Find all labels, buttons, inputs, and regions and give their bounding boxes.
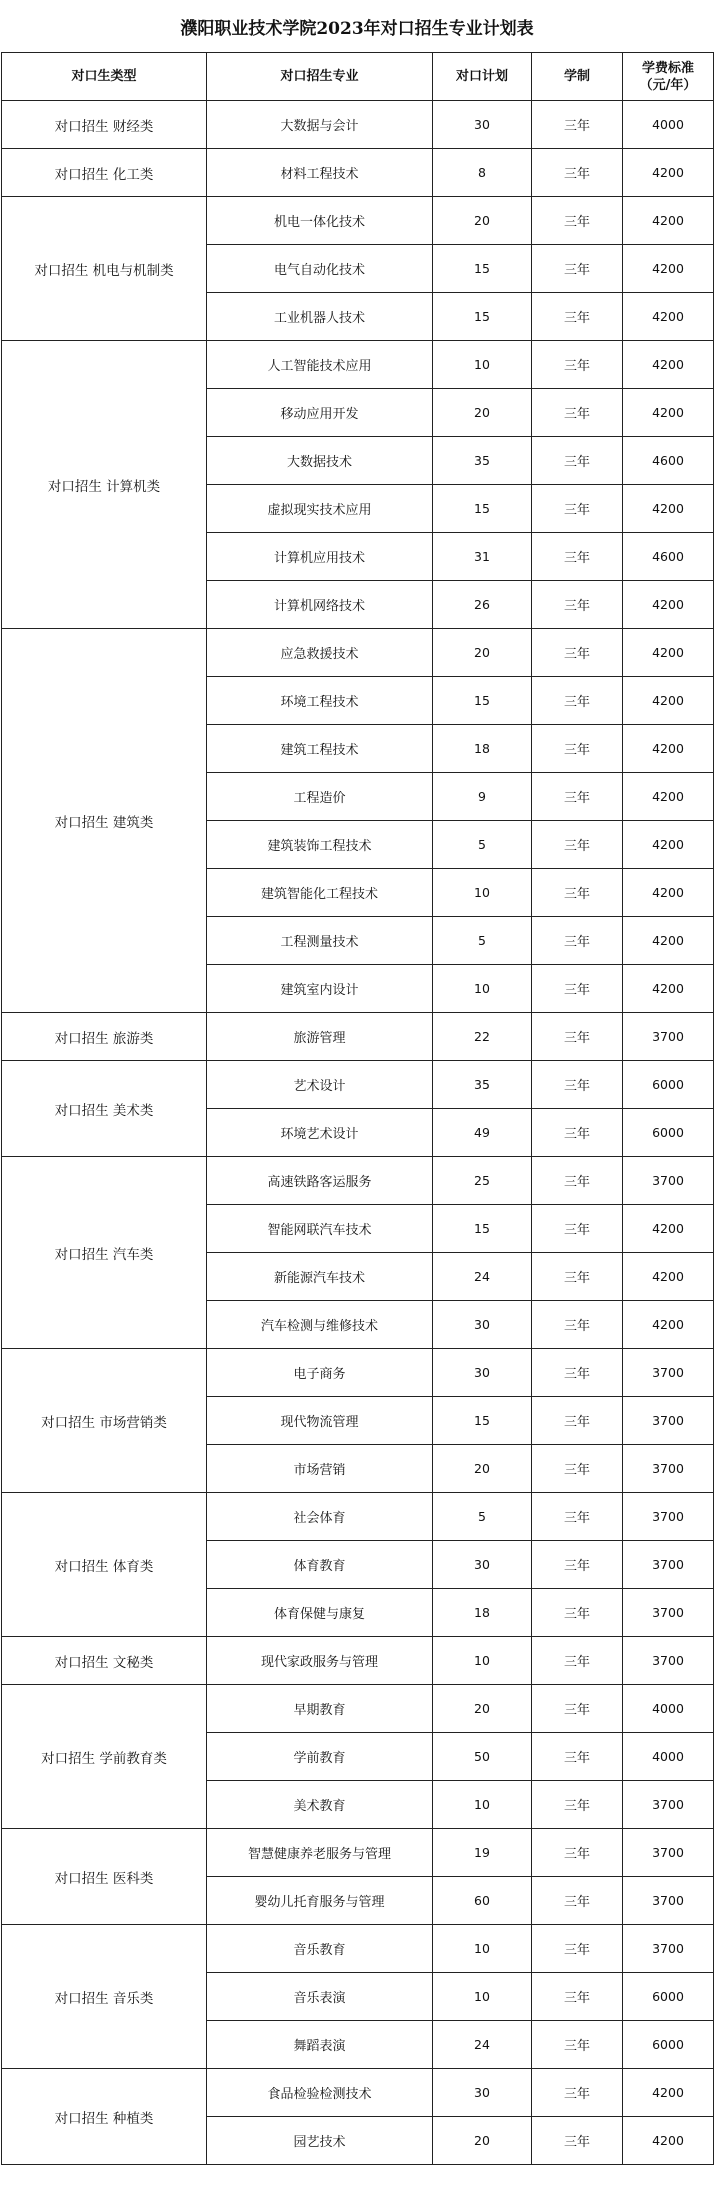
duration-cell: 三年	[532, 341, 623, 389]
table-row	[2, 1013, 714, 1061]
duration-cell: 三年	[532, 821, 623, 869]
major-cell: 现代家政服务与管理	[207, 1637, 433, 1685]
plan-cell: 8	[433, 149, 532, 197]
fee-cell: 3700	[623, 1013, 714, 1061]
fee-cell: 4200	[623, 725, 714, 773]
fee-cell: 4200	[623, 149, 714, 197]
major-cell: 体育保健与康复	[207, 1589, 433, 1637]
plan-cell: 30	[433, 1541, 532, 1589]
category-cell: 对口招生 文秘类	[2, 1637, 207, 1685]
duration-cell: 三年	[532, 101, 623, 149]
category-cell: 对口招生 学前教育类	[2, 1685, 207, 1829]
duration-cell: 三年	[532, 725, 623, 773]
fee-cell: 6000	[623, 1061, 714, 1109]
major-cell: 应急救援技术	[207, 629, 433, 677]
duration-cell: 三年	[532, 485, 623, 533]
plan-cell: 15	[433, 245, 532, 293]
fee-cell: 3700	[623, 1781, 714, 1829]
plan-cell: 20	[433, 1445, 532, 1493]
plan-cell: 20	[433, 1685, 532, 1733]
fee-cell: 4200	[623, 821, 714, 869]
duration-cell: 三年	[532, 1589, 623, 1637]
category-cell: 对口招生 医科类	[2, 1829, 207, 1925]
duration-cell: 三年	[532, 1349, 623, 1397]
fee-cell: 6000	[623, 1109, 714, 1157]
duration-cell: 三年	[532, 1973, 623, 2021]
major-cell: 音乐表演	[207, 1973, 433, 2021]
plan-cell: 22	[433, 1013, 532, 1061]
duration-cell: 三年	[532, 1781, 623, 1829]
plan-cell: 30	[433, 101, 532, 149]
category-cell: 对口招生 美术类	[2, 1061, 207, 1157]
duration-cell: 三年	[532, 1637, 623, 1685]
table-row	[2, 101, 714, 149]
major-cell: 早期教育	[207, 1685, 433, 1733]
fee-cell: 3700	[623, 1157, 714, 1205]
major-cell: 工程测量技术	[207, 917, 433, 965]
fee-cell: 4200	[623, 2069, 714, 2117]
major-cell: 建筑装饰工程技术	[207, 821, 433, 869]
fee-cell: 4200	[623, 917, 714, 965]
duration-cell: 三年	[532, 389, 623, 437]
plan-cell: 31	[433, 533, 532, 581]
duration-cell: 三年	[532, 197, 623, 245]
plan-cell: 15	[433, 677, 532, 725]
major-cell: 材料工程技术	[207, 149, 433, 197]
category-cell: 对口招生 机电与机制类	[2, 197, 207, 341]
fee-cell: 4200	[623, 581, 714, 629]
duration-cell: 三年	[532, 1877, 623, 1925]
plan-cell: 15	[433, 485, 532, 533]
fee-cell: 4000	[623, 1685, 714, 1733]
major-cell: 婴幼儿托育服务与管理	[207, 1877, 433, 1925]
fee-cell: 3700	[623, 1589, 714, 1637]
fee-cell: 4200	[623, 2117, 714, 2165]
fee-cell: 4200	[623, 677, 714, 725]
header-fee	[623, 53, 714, 101]
fee-cell: 3700	[623, 1829, 714, 1877]
plan-cell: 20	[433, 197, 532, 245]
duration-cell: 三年	[532, 965, 623, 1013]
major-cell: 建筑工程技术	[207, 725, 433, 773]
category-cell: 对口招生 音乐类	[2, 1925, 207, 2069]
fee-cell: 3700	[623, 1397, 714, 1445]
header-major: 对口招生专业	[207, 53, 433, 101]
header-plan: 对口计划	[433, 53, 532, 101]
table-row	[2, 149, 714, 197]
duration-cell: 三年	[532, 1109, 623, 1157]
table-row	[2, 1061, 714, 1109]
duration-cell: 三年	[532, 1253, 623, 1301]
duration-cell: 三年	[532, 2117, 623, 2165]
plan-cell: 10	[433, 965, 532, 1013]
plan-cell: 24	[433, 1253, 532, 1301]
fee-cell: 3700	[623, 1637, 714, 1685]
fee-cell: 4600	[623, 533, 714, 581]
page-title: 濮阳职业技术学院2023年对口招生专业计划表	[180, 18, 534, 39]
duration-cell: 三年	[532, 1733, 623, 1781]
major-cell: 体育教育	[207, 1541, 433, 1589]
major-cell: 学前教育	[207, 1733, 433, 1781]
fee-cell: 4200	[623, 245, 714, 293]
category-cell: 对口招生 计算机类	[2, 341, 207, 629]
plan-cell: 30	[433, 1349, 532, 1397]
duration-cell: 三年	[532, 149, 623, 197]
table-row	[2, 197, 714, 245]
fee-cell: 3700	[623, 1493, 714, 1541]
table-row	[2, 629, 714, 677]
fee-cell: 4000	[623, 101, 714, 149]
plan-cell: 19	[433, 1829, 532, 1877]
major-cell: 大数据技术	[207, 437, 433, 485]
plan-cell: 10	[433, 1973, 532, 2021]
plan-cell: 60	[433, 1877, 532, 1925]
fee-cell: 4200	[623, 389, 714, 437]
table-body	[2, 101, 714, 2165]
fee-cell: 4200	[623, 1301, 714, 1349]
plan-cell: 10	[433, 1637, 532, 1685]
duration-cell: 三年	[532, 917, 623, 965]
major-cell: 环境艺术设计	[207, 1109, 433, 1157]
major-cell: 电子商务	[207, 1349, 433, 1397]
duration-cell: 三年	[532, 1205, 623, 1253]
plan-cell: 10	[433, 1781, 532, 1829]
duration-cell: 三年	[532, 2021, 623, 2069]
header-type: 对口生类型	[2, 53, 207, 101]
major-cell: 计算机应用技术	[207, 533, 433, 581]
header-fee-line1: 学费标准	[641, 60, 694, 76]
major-cell: 大数据与会计	[207, 101, 433, 149]
major-cell: 虚拟现实技术应用	[207, 485, 433, 533]
fee-cell: 4200	[623, 965, 714, 1013]
major-cell: 旅游管理	[207, 1013, 433, 1061]
fee-cell: 3700	[623, 1349, 714, 1397]
fee-cell: 4200	[623, 869, 714, 917]
fee-cell: 4200	[623, 485, 714, 533]
major-cell: 智慧健康养老服务与管理	[207, 1829, 433, 1877]
fee-cell: 3700	[623, 1877, 714, 1925]
fee-cell: 4200	[623, 341, 714, 389]
enrollment-plan-table	[1, 52, 714, 2165]
fee-cell: 4200	[623, 1205, 714, 1253]
duration-cell: 三年	[532, 581, 623, 629]
plan-cell: 35	[433, 1061, 532, 1109]
duration-cell: 三年	[532, 1301, 623, 1349]
major-cell: 环境工程技术	[207, 677, 433, 725]
major-cell: 舞蹈表演	[207, 2021, 433, 2069]
plan-cell: 20	[433, 2117, 532, 2165]
duration-cell: 三年	[532, 773, 623, 821]
fee-cell: 6000	[623, 1973, 714, 2021]
plan-cell: 20	[433, 629, 532, 677]
major-cell: 智能网联汽车技术	[207, 1205, 433, 1253]
major-cell: 机电一体化技术	[207, 197, 433, 245]
major-cell: 现代物流管理	[207, 1397, 433, 1445]
major-cell: 音乐教育	[207, 1925, 433, 1973]
duration-cell: 三年	[532, 1541, 623, 1589]
plan-cell: 30	[433, 1301, 532, 1349]
duration-cell: 三年	[532, 533, 623, 581]
major-cell: 新能源汽车技术	[207, 1253, 433, 1301]
plan-cell: 35	[433, 437, 532, 485]
table-row	[2, 1685, 714, 1733]
plan-cell: 15	[433, 293, 532, 341]
duration-cell: 三年	[532, 1013, 623, 1061]
plan-cell: 24	[433, 2021, 532, 2069]
plan-cell: 18	[433, 1589, 532, 1637]
major-cell: 园艺技术	[207, 2117, 433, 2165]
major-cell: 计算机网络技术	[207, 581, 433, 629]
table-row	[2, 2069, 714, 2117]
fee-cell: 4200	[623, 629, 714, 677]
fee-cell: 4200	[623, 1253, 714, 1301]
duration-cell: 三年	[532, 629, 623, 677]
plan-cell: 26	[433, 581, 532, 629]
duration-cell: 三年	[532, 1685, 623, 1733]
plan-cell: 18	[433, 725, 532, 773]
major-cell: 食品检验检测技术	[207, 2069, 433, 2117]
table-row	[2, 341, 714, 389]
plan-cell: 9	[433, 773, 532, 821]
header-fee-line2: （元/年）	[639, 77, 697, 93]
plan-cell: 15	[433, 1205, 532, 1253]
fee-cell: 6000	[623, 2021, 714, 2069]
table-row	[2, 1829, 714, 1877]
plan-cell: 20	[433, 389, 532, 437]
category-cell: 对口招生 旅游类	[2, 1013, 207, 1061]
plan-cell: 50	[433, 1733, 532, 1781]
duration-cell: 三年	[532, 1061, 623, 1109]
table-header-row	[2, 53, 714, 101]
category-cell: 对口招生 汽车类	[2, 1157, 207, 1349]
major-cell: 人工智能技术应用	[207, 341, 433, 389]
fee-cell: 3700	[623, 1541, 714, 1589]
fee-cell: 3700	[623, 1925, 714, 1973]
plan-cell: 49	[433, 1109, 532, 1157]
plan-cell: 5	[433, 917, 532, 965]
fee-cell: 4000	[623, 1733, 714, 1781]
duration-cell: 三年	[532, 1397, 623, 1445]
plan-cell: 25	[433, 1157, 532, 1205]
major-cell: 工业机器人技术	[207, 293, 433, 341]
duration-cell: 三年	[532, 1925, 623, 1973]
category-cell: 对口招生 建筑类	[2, 629, 207, 1013]
fee-cell: 4200	[623, 293, 714, 341]
table-row	[2, 1349, 714, 1397]
major-cell: 工程造价	[207, 773, 433, 821]
category-cell: 对口招生 财经类	[2, 101, 207, 149]
table-row	[2, 1493, 714, 1541]
duration-cell: 三年	[532, 1445, 623, 1493]
major-cell: 高速铁路客运服务	[207, 1157, 433, 1205]
plan-cell: 10	[433, 341, 532, 389]
major-cell: 建筑室内设计	[207, 965, 433, 1013]
category-cell: 对口招生 市场营销类	[2, 1349, 207, 1493]
category-cell: 对口招生 种植类	[2, 2069, 207, 2165]
header-duration: 学制	[532, 53, 623, 101]
duration-cell: 三年	[532, 1157, 623, 1205]
duration-cell: 三年	[532, 437, 623, 485]
major-cell: 社会体育	[207, 1493, 433, 1541]
fee-cell: 4200	[623, 773, 714, 821]
category-cell: 对口招生 体育类	[2, 1493, 207, 1637]
plan-cell: 5	[433, 821, 532, 869]
major-cell: 汽车检测与维修技术	[207, 1301, 433, 1349]
plan-cell: 15	[433, 1397, 532, 1445]
fee-cell: 3700	[623, 1445, 714, 1493]
plan-cell: 30	[433, 2069, 532, 2117]
duration-cell: 三年	[532, 1829, 623, 1877]
major-cell: 美术教育	[207, 1781, 433, 1829]
duration-cell: 三年	[532, 245, 623, 293]
table-row	[2, 1157, 714, 1205]
major-cell: 艺术设计	[207, 1061, 433, 1109]
major-cell: 建筑智能化工程技术	[207, 869, 433, 917]
table-row	[2, 1637, 714, 1685]
duration-cell: 三年	[532, 2069, 623, 2117]
fee-cell: 4600	[623, 437, 714, 485]
duration-cell: 三年	[532, 869, 623, 917]
plan-cell: 10	[433, 1925, 532, 1973]
duration-cell: 三年	[532, 677, 623, 725]
category-cell: 对口招生 化工类	[2, 149, 207, 197]
table-row	[2, 1925, 714, 1973]
plan-cell: 5	[433, 1493, 532, 1541]
duration-cell: 三年	[532, 293, 623, 341]
fee-cell: 4200	[623, 197, 714, 245]
major-cell: 移动应用开发	[207, 389, 433, 437]
plan-cell: 10	[433, 869, 532, 917]
duration-cell: 三年	[532, 1493, 623, 1541]
major-cell: 市场营销	[207, 1445, 433, 1493]
major-cell: 电气自动化技术	[207, 245, 433, 293]
